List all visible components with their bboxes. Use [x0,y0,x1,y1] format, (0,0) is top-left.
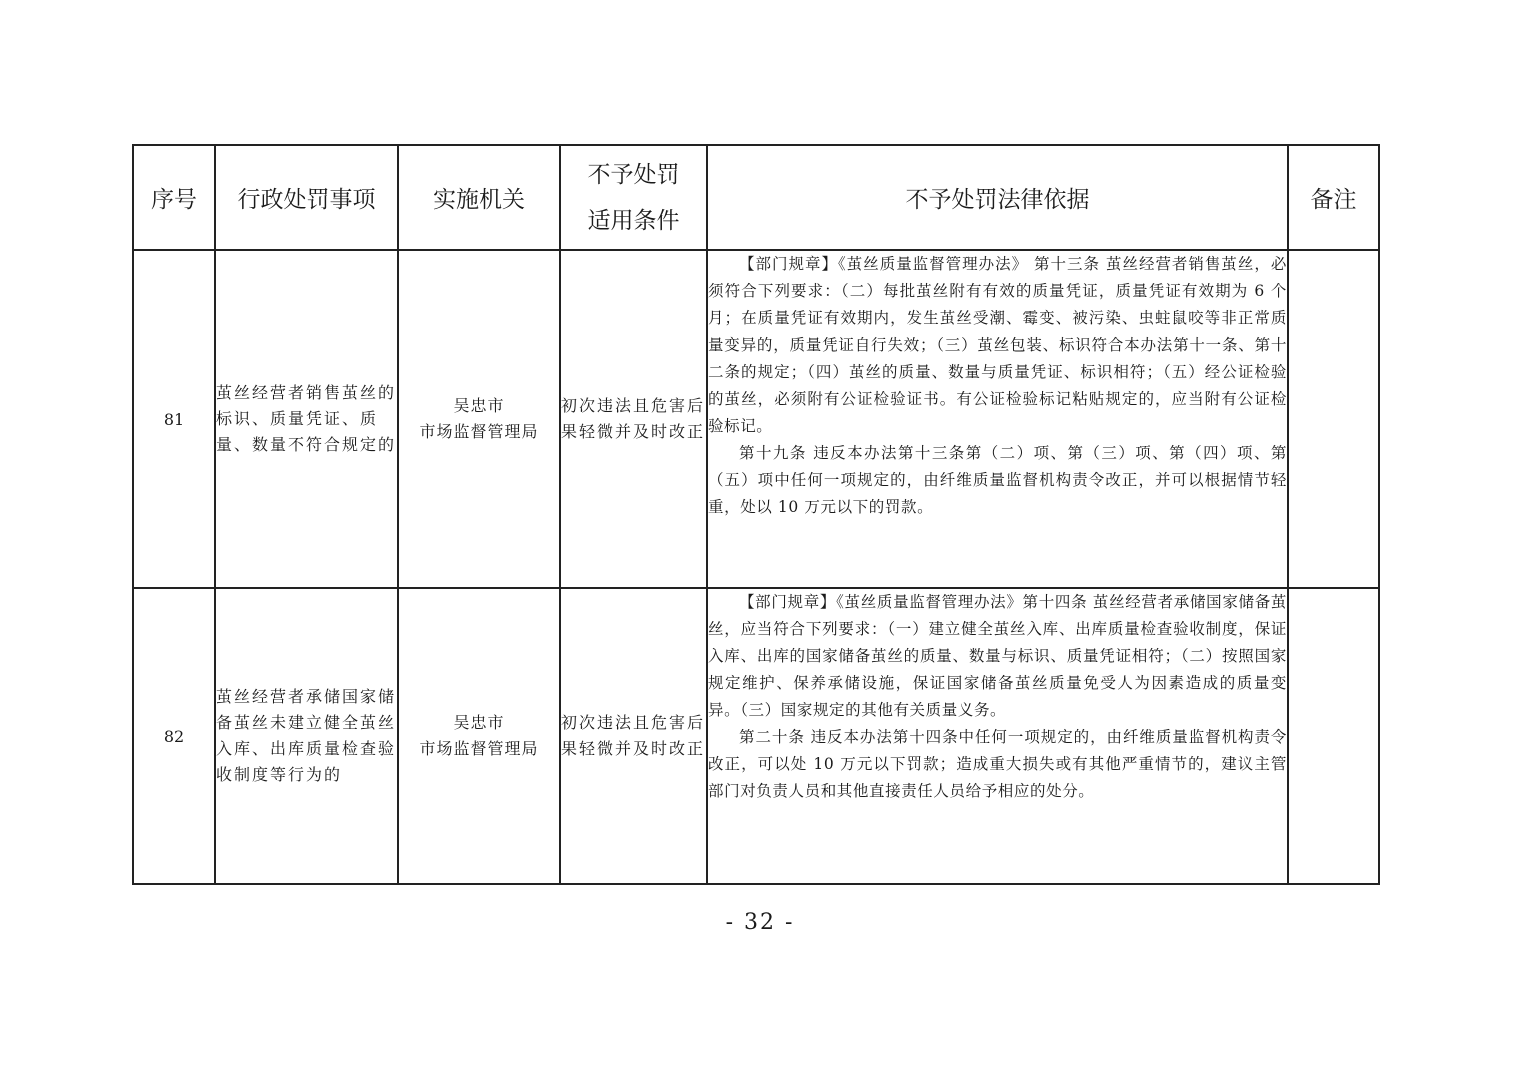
header-agency: 实施机关 [398,145,560,250]
legal-basis-paragraph: 第十九条 违反本办法第十三条第（二）项、第（三）项、第（四）项、第（五）项中任何一项规定的，由纤维质量监督机构责令改正，并可以根据情节轻重，处以 10 万元以下的罚款。 [708,444,1287,516]
penalty-table [132,144,1380,885]
remark [1288,588,1379,884]
agency-line1: 吴忠市 [453,396,505,415]
penalty-item: 茧丝经营者销售茧丝的标识、质量凭证、质量、数量不符合规定的 [215,250,398,588]
row-number: 82 [133,588,215,884]
remark [1288,250,1379,588]
header-condition-line2: 适用条件 [587,207,680,234]
agency-line1: 吴忠市 [453,713,505,732]
table-header-row [133,145,1379,250]
header-basis: 不予处罚法律依据 [707,145,1288,250]
condition: 初次违法且危害后果轻微并及时改正 [560,250,707,588]
header-no: 序号 [133,145,215,250]
agency [398,588,560,884]
table-row [133,250,1379,588]
header-condition-line1: 不予处罚 [587,161,680,188]
legal-basis [707,250,1288,588]
agency-line2: 市场监督管理局 [419,739,539,758]
legal-basis [707,588,1288,884]
condition: 初次违法且危害后果轻微并及时改正 [560,588,707,884]
penalty-item: 茧丝经营者承储国家储备茧丝未建立健全茧丝入库、出库质量检查验收制度等行为的 [215,588,398,884]
legal-basis-paragraph: 第二十条 违反本办法第十四条中任何一项规定的，由纤维质量监督机构责令改正，可以处 10 万元以下罚款；造成重大损失或有其他严重情节的，建议主管部门对负责人员和其他直接责任人员给予相应的处分。 [708,728,1287,800]
legal-basis-paragraph: 【部门规章】《茧丝质量监督管理办法》第十四条 茧丝经营者承储国家储备茧丝，应当符合下列要求：（一）建立健全茧丝入库、出库质量检查验收制度，保证入库、出库的国家储备茧丝的质量、数量与标识、质量凭证相符；（二）按照国家规定维护、保养承储设施，保证国家储备茧丝质量免受人为因素造成的质量变异。（三）国家规定的其他有关质量义务。 [708,593,1287,719]
header-condition [560,145,707,250]
agency-line2: 市场监督管理局 [419,422,539,441]
row-number: 81 [133,250,215,588]
header-item: 行政处罚事项 [215,145,398,250]
legal-basis-paragraph: 【部门规章】《茧丝质量监督管理办法》 第十三条 茧丝经营者销售茧丝，必须符合下列要求：（二）每批茧丝附有有效的质量凭证，质量凭证有效期为 6 个月；在质量凭证有效期内，发生茧丝受潮、霉变、被污染、虫蛀鼠咬等非正常质量变异的，质量凭证自行失效；（三）茧丝包装、标识符合本办法第十一条、第十二条的规定；（四）茧丝的质量、数量与质量凭证、标识相符；（五）经公证检验的茧丝，必须附有公证检验证书。有公证检验标记粘贴规定的，应当附有公证检验标记。 [708,255,1287,435]
table-row [133,588,1379,884]
page-number: - 32 - [725,910,795,935]
header-remark: 备注 [1288,145,1379,250]
agency [398,250,560,588]
